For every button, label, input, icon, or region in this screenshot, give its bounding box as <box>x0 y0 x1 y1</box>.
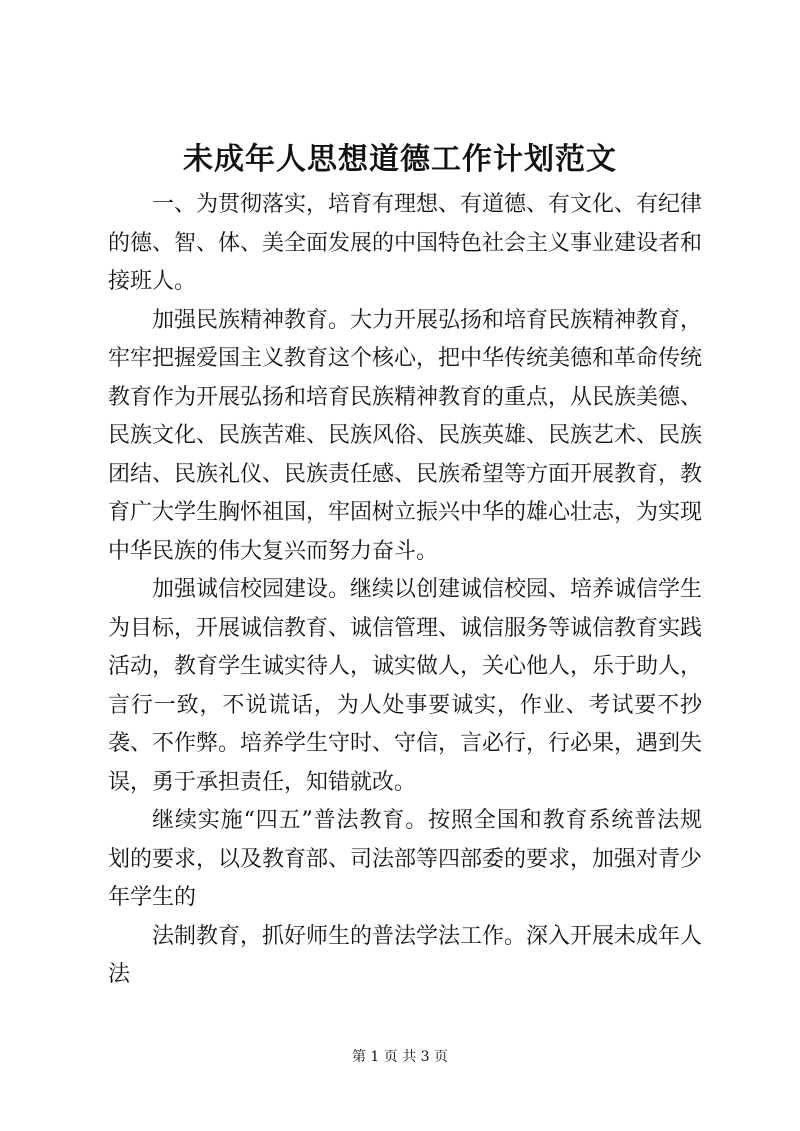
paragraph-integrity-campus: 加强诚信校园建设。继续以创建诚信校园、培养诚信学生为目标，开展诚信教育、诚信管理、诚信服务等诚信教育实践活动，教育学生诚实待人，诚实做人，关心他人，乐于助人，言行一致，不说谎话，为人处事要诚实，作业、考试要不抄袭、不作弊。培养学生守时、守信，言必行，行必果，遇到失误，勇于承担责任，知错就改。 <box>108 577 703 795</box>
document-title: 未成年人思想道德工作计划范文 <box>183 142 617 177</box>
paragraph-intro: 一、为贯彻落实，培育有理想、有道德、有文化、有纪律的德、智、体、美全面发展的中国特色社会主义事业建设者和接班人。 <box>108 192 703 294</box>
paragraph-legal-education: 继续实施“四五”普法教育。按照全国和教育系统普法规划的要求，以及教育部、司法部等四部委的要求，加强对青少年学生的 <box>108 808 703 910</box>
document-body <box>108 186 702 995</box>
paragraph-legal-education-continued: 法制教育，抓好师生的普法学法工作。深入开展未成年人法 <box>108 923 703 987</box>
paragraph-national-spirit: 加强民族精神教育。大力开展弘扬和培育民族精神教育，牢牢把握爱国主义教育这个核心，把中华传统美德和革命传统教育作为开展弘扬和培育民族精神教育的重点，从民族美德、民族文化、民族苦难、民族风俗、民族英雄、民族艺术、民族团结、民族礼仪、民族责任感、民族希望等方面开展教育，教育广大学生胸怀祖国，牢固树立振兴中华的雄心壮志，为实现中华民族的伟大复兴而努力奋斗。 <box>108 307 703 564</box>
page-number-footer: 第 1 页 共 3 页 <box>351 1049 449 1065</box>
